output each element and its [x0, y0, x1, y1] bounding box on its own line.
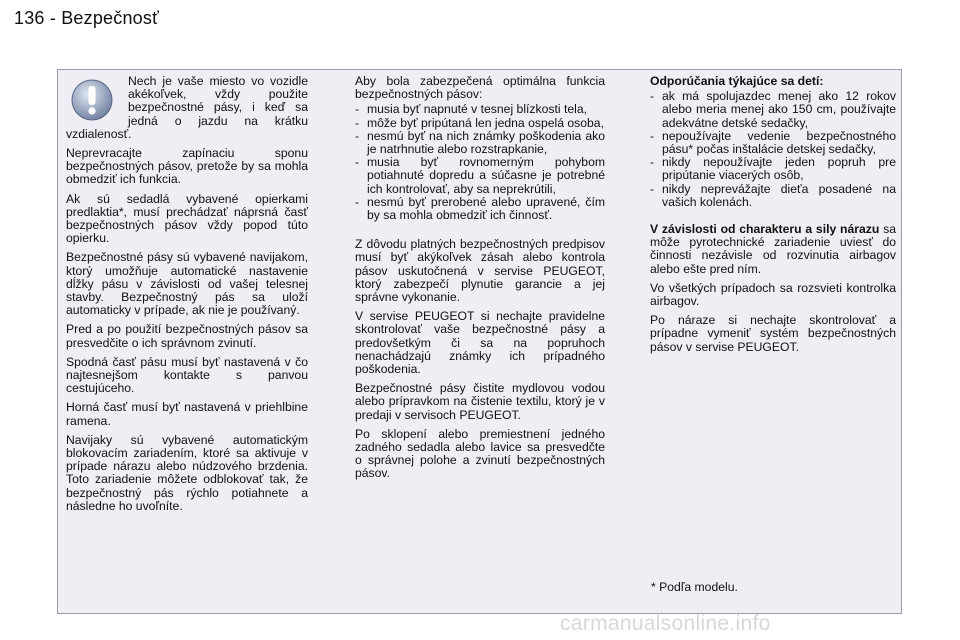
impact-text: sa môže pyrotechnické zariadenie uviesť do činnosti nezávisle od rozvinutia airbagov alebo ešte pred ním.: [650, 222, 896, 276]
footnote: * Podľa modelu.: [651, 580, 738, 594]
intro-text: Aby bola zabezpečená optimálna funkcia bezpečnostných pásov:: [355, 74, 605, 102]
warning-icon: [70, 78, 114, 122]
paragraph: Bezpečnostné pásy sú vybavené navijakom, ktorý umožňuje automatické nastavenie dĺžky pásu v závislosti od vašej telesnej stavby. Bezpečnostný pás sa uloží automaticky v prípade, ak nie je používaný.: [66, 250, 308, 318]
content-panel: [57, 69, 902, 614]
paragraph: Z dôvodu platných bezpečnostných predpisov musí byť akýkoľvek zásah alebo kontrola pásov uskutočnená v servise PEUGEOT, ktorý zabezpečí plynutie garancie a jej správne vykonanie.: [355, 237, 605, 305]
list-item: - nikdy nepoužívajte jeden popruh pre pripútanie viacerých osôb,: [650, 156, 896, 182]
impact-paragraph: [650, 223, 896, 276]
list-item: - ak má spolujazdec menej ako 12 rokov alebo meria menej ako 150 cm, používajte adekvátne detské sedačky,: [650, 90, 896, 130]
list-item: - musia byť rovnomerným pohybom potiahnuté dopredu a súčasne je potrebné ich kontrolovať, aby sa neprekrútili,: [355, 156, 605, 196]
column-3: [650, 75, 896, 360]
list-item: - nesmú byť prerobené alebo upravené, čím by sa mohla obmedziť ich činnosť.: [355, 196, 605, 222]
section-heading: Odporúčania týkajúce sa detí:: [650, 74, 824, 88]
paragraph: Horná časť musí byť nastavená v priehlbine ramena.: [66, 400, 308, 428]
paragraph: Vo všetkých prípadoch sa rozsvieti kontrolka airbagov.: [650, 280, 896, 309]
child-recommendations-list: [650, 90, 896, 209]
paragraph: Pred a po použití bezpečnostných pásov sa presvedčite o ich správnom zvinutí.: [66, 322, 308, 350]
watermark: carmanualsonline.info: [560, 612, 771, 635]
warning-text: Nech je vaše miesto vo vozidle akékoľvek, vždy použite bezpečnostné pásy, i keď sa jedná o jazdu na krátku vzdialenosť.: [66, 74, 308, 141]
paragraph: Ak sú sedadlá vybavené opierkami predlaktia*, musí prechádzať náprsná časť bezpečnostných pásov vždy popod túto opierku.: [66, 191, 308, 246]
paragraph: Po sklopení alebo premiestnení jedného zadného sedadla alebo lavice sa presvedčte o správnej polohe a zvinutí bezpečnostných pásov.: [355, 426, 605, 481]
list-item: - nikdy neprevážajte dieťa posadené na vašich kolenách.: [650, 183, 896, 209]
page-title: 136 - Bezpečnosť: [14, 8, 160, 28]
list-item: - nepoužívajte vedenie bezpečnostného pásu* počas inštalácie detskej sedačky,: [650, 130, 896, 156]
list-item: - musia byť napnuté v tesnej blízkosti tela,: [355, 103, 605, 116]
list-item: - nesmú byť na nich známky poškodenia ako je natrhnutie alebo rozstrapkanie,: [355, 130, 605, 156]
list-item: - môže byť pripútaná len jedna ospelá osoba,: [355, 117, 605, 130]
impact-bold-text: V závislosti od charakteru a sily nárazu: [650, 222, 880, 237]
belt-rules-list: [355, 103, 605, 222]
column-1: [66, 75, 308, 519]
paragraph: Neprevracajte zapínaciu sponu bezpečnostných pásov, pretože by sa mohla obmedziť ich funkcia.: [66, 146, 308, 187]
column-2: [355, 75, 605, 487]
paragraph: Po náraze si nechajte skontrolovať a prípadne vymeniť systém bezpečnostných pásov v servise PEUGEOT.: [650, 313, 896, 354]
paragraph: Navijaky sú vybavené automatickým blokovacím zariadením, ktoré sa aktivuje v prípade nárazu alebo núdzového brzdenia. Toto zariadenie môžete odblokovať tak, že bezpečnostný pás rýchlo potiahnete a následne ho uvoľníte.: [66, 432, 308, 513]
paragraph: Bezpečnostné pásy čistite mydlovou vodou alebo prípravkom na čistenie textilu, ktorý je v predaji v servisoch PEUGEOT.: [355, 381, 605, 422]
paragraph: V servise PEUGEOT si nechajte pravidelne skontrolovať vaše bezpečnostné pásy a predovšetkým či sa na popruhoch nenachádzajú známky ich prípadného poškodenia.: [355, 309, 605, 377]
paragraph: Spodná časť pásu musí byť nastavená v čo najtesnejšom kontakte s panvou cestujúceho.: [66, 354, 308, 396]
